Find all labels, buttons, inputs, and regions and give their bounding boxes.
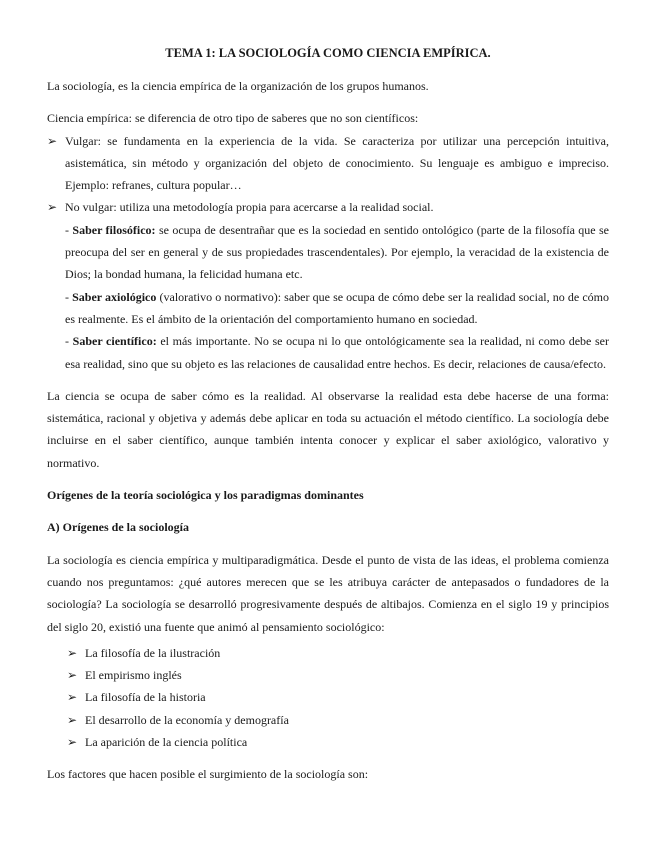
bullet-no-vulgar-text: No vulgar: utiliza una metodología propia para acercarse a la realidad social. <box>65 200 434 215</box>
arrow-bullet-icon: ➢ <box>67 735 78 750</box>
saber-filosofico-text: se ocupa de desentrañar que es la sociedad en sentido ontológico (parte de la filosofía que se preocupa del ser en general y de sus propiedades trascendentales). Por ejemplo, la veracidad de la existencia de Dios; la bondad humana, la felicidad humana etc. <box>65 222 609 282</box>
list-item: ➢ La aparición de la ciencia política <box>67 731 609 753</box>
dash: - <box>65 334 73 349</box>
arrow-bullet-icon: ➢ <box>67 668 78 683</box>
arrow-bullet-icon: ➢ <box>47 133 58 148</box>
saber-axiologico-text: (valorativo o normativo): saber que se ocupa de cómo debe ser la realidad social, no de cómo es realmente. Es el ámbito de la orientación del comportamiento humano en sociedad. <box>65 289 609 326</box>
bullet-vulgar-text: Vulgar: se fundamenta en la experiencia de la vida. Se caracteriza por utilizar una percepción intuitiva, asistemática, sin método y organización del objeto de conocimiento. Su lenguaje es ambiguo e impreciso. Ejemplo: refranes, cultura popular… <box>65 133 609 193</box>
arrow-bullet-icon: ➢ <box>67 712 78 727</box>
saber-cientifico <box>47 330 609 375</box>
factores-paragraph: Los factores que hacen posible el surgimiento de la sociología son: <box>47 767 369 782</box>
heading-origenes: Orígenes de la teoría sociológica y los paradigmas dominantes <box>47 488 364 503</box>
dash: - <box>65 222 73 237</box>
arrow-bullet-icon: ➢ <box>47 200 58 215</box>
intro-paragraph: La sociología, es la ciencia empírica de la organización de los grupos humanos. <box>47 79 429 93</box>
dash: - <box>65 289 73 304</box>
list-item: ➢ El desarrollo de la economía y demografía <box>67 709 609 731</box>
fuentes-list <box>47 642 609 753</box>
bullet-no-vulgar <box>47 196 609 218</box>
heading-a-origenes: A) Orígenes de la sociología <box>47 520 189 535</box>
arrow-bullet-icon: ➢ <box>67 645 78 660</box>
ciencia-paragraph: La ciencia se ocupa de saber cómo es la realidad. Al observarse la realidad esta debe hacerse de una forma: sistemática, racional y objetiva y además debe aplicar en toda su actuación el método científico. La sociología debe incluirse en el saber científico, aunque también intenta conocer y explicar el saber axiológico, valorativo y normativo. <box>47 388 609 470</box>
ciencia-empirica-paragraph: Ciencia empírica: se diferencia de otro tipo de saberes que no son científicos: <box>47 111 419 126</box>
bullet-vulgar <box>47 130 609 197</box>
document-title: TEMA 1: LA SOCIOLOGÍA COMO CIENCIA EMPÍRICA. <box>165 46 491 60</box>
arrow-bullet-icon: ➢ <box>67 690 78 705</box>
list-item: ➢ La filosofía de la historia <box>67 686 609 708</box>
saber-axiologico <box>47 286 609 331</box>
saber-filosofico <box>47 219 609 286</box>
list-item: ➢ El empirismo inglés <box>67 664 609 686</box>
list-item: ➢ La filosofía de la ilustración <box>67 642 609 664</box>
saber-cientifico-text: el más importante. No se ocupa ni lo que ontológicamente sea la realidad, ni como debe ser esa realidad, sino que su objeto es las relaciones de causalidad entre hechos. Es decir, relaciones de causa/efecto. <box>65 334 609 371</box>
origenes-paragraph: La sociología es ciencia empírica y multiparadigmática. Desde el punto de vista de las ideas, el problema comienza cuando nos preguntamos: ¿qué autores merecen que se les atribuya carácter de antepasados o fundadores de la sociología? La sociología se desarrolló progresivamente después de altibajos. Comienza en el siglo 19 y principios del siglo 20, existió una fuente que animó al pensamiento sociológico: <box>47 552 609 634</box>
saber-filosofico-label: Saber filosófico: <box>72 222 156 237</box>
saber-cientifico-label: Saber científico: <box>72 334 157 349</box>
saber-axiologico-label: Saber axiológico <box>72 289 157 304</box>
